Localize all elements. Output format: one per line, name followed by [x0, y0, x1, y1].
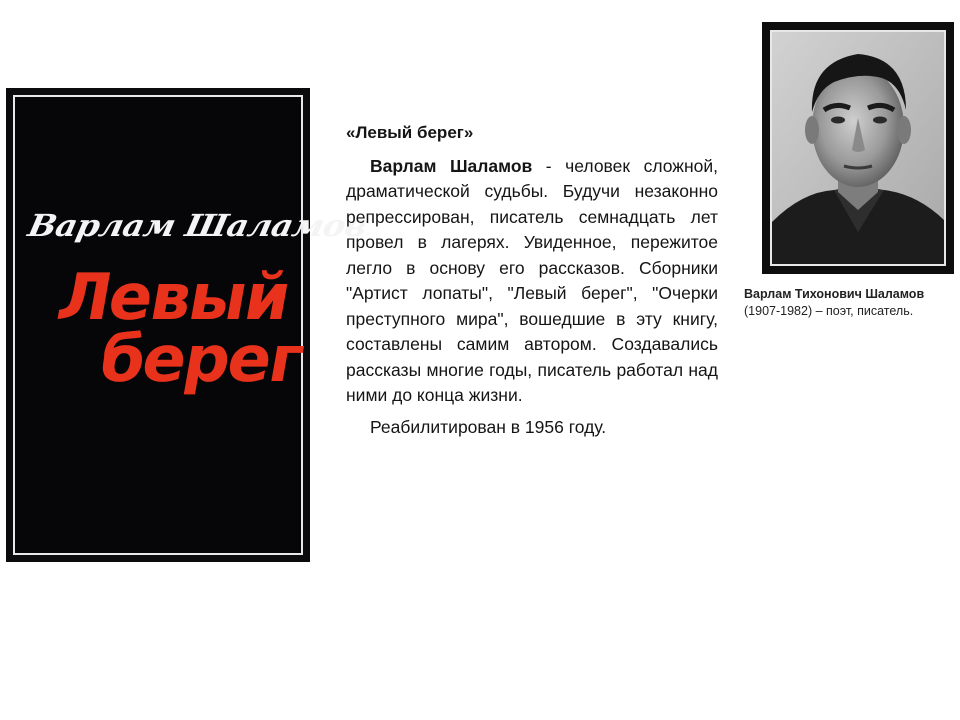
portrait-illustration: [772, 32, 944, 264]
author-portrait-photo: [762, 22, 954, 274]
portrait-frame: [770, 30, 946, 266]
portrait-caption: [744, 286, 958, 320]
article-paragraph-2: Реабилитирован в 1956 году.: [370, 416, 607, 437]
author-name: Варлам Шаламов: [370, 155, 533, 176]
cover-author-text: Варлам Шаламов: [24, 207, 371, 244]
paragraph-1-text: - человек сложной, драматической судьбы. Будучи незаконно репрессирован, писатель семнадцать лет провел в лагерях. Увиденное, пережитое легло в основу его рассказов. Сборники "Артист лопаты", "Левый берег", "Очерки преступного мира", вошедшие в эту книгу, составлены самим автором. Создавались рассказы многие годы, писатель работал над ними до конца жизни.: [346, 155, 718, 405]
cover-title-line2: берег: [93, 323, 308, 397]
caption-details: (1907-1982) – поэт, писатель.: [744, 304, 914, 318]
cover-title-line1: Левый: [51, 261, 295, 335]
article-paragraph-1: [346, 154, 718, 409]
book-title: «Левый берег»: [346, 123, 474, 142]
article-text-block: [346, 120, 718, 446]
caption-name: Варлам Тихонович Шаламов: [744, 287, 925, 301]
book-cover-image: [6, 88, 371, 562]
